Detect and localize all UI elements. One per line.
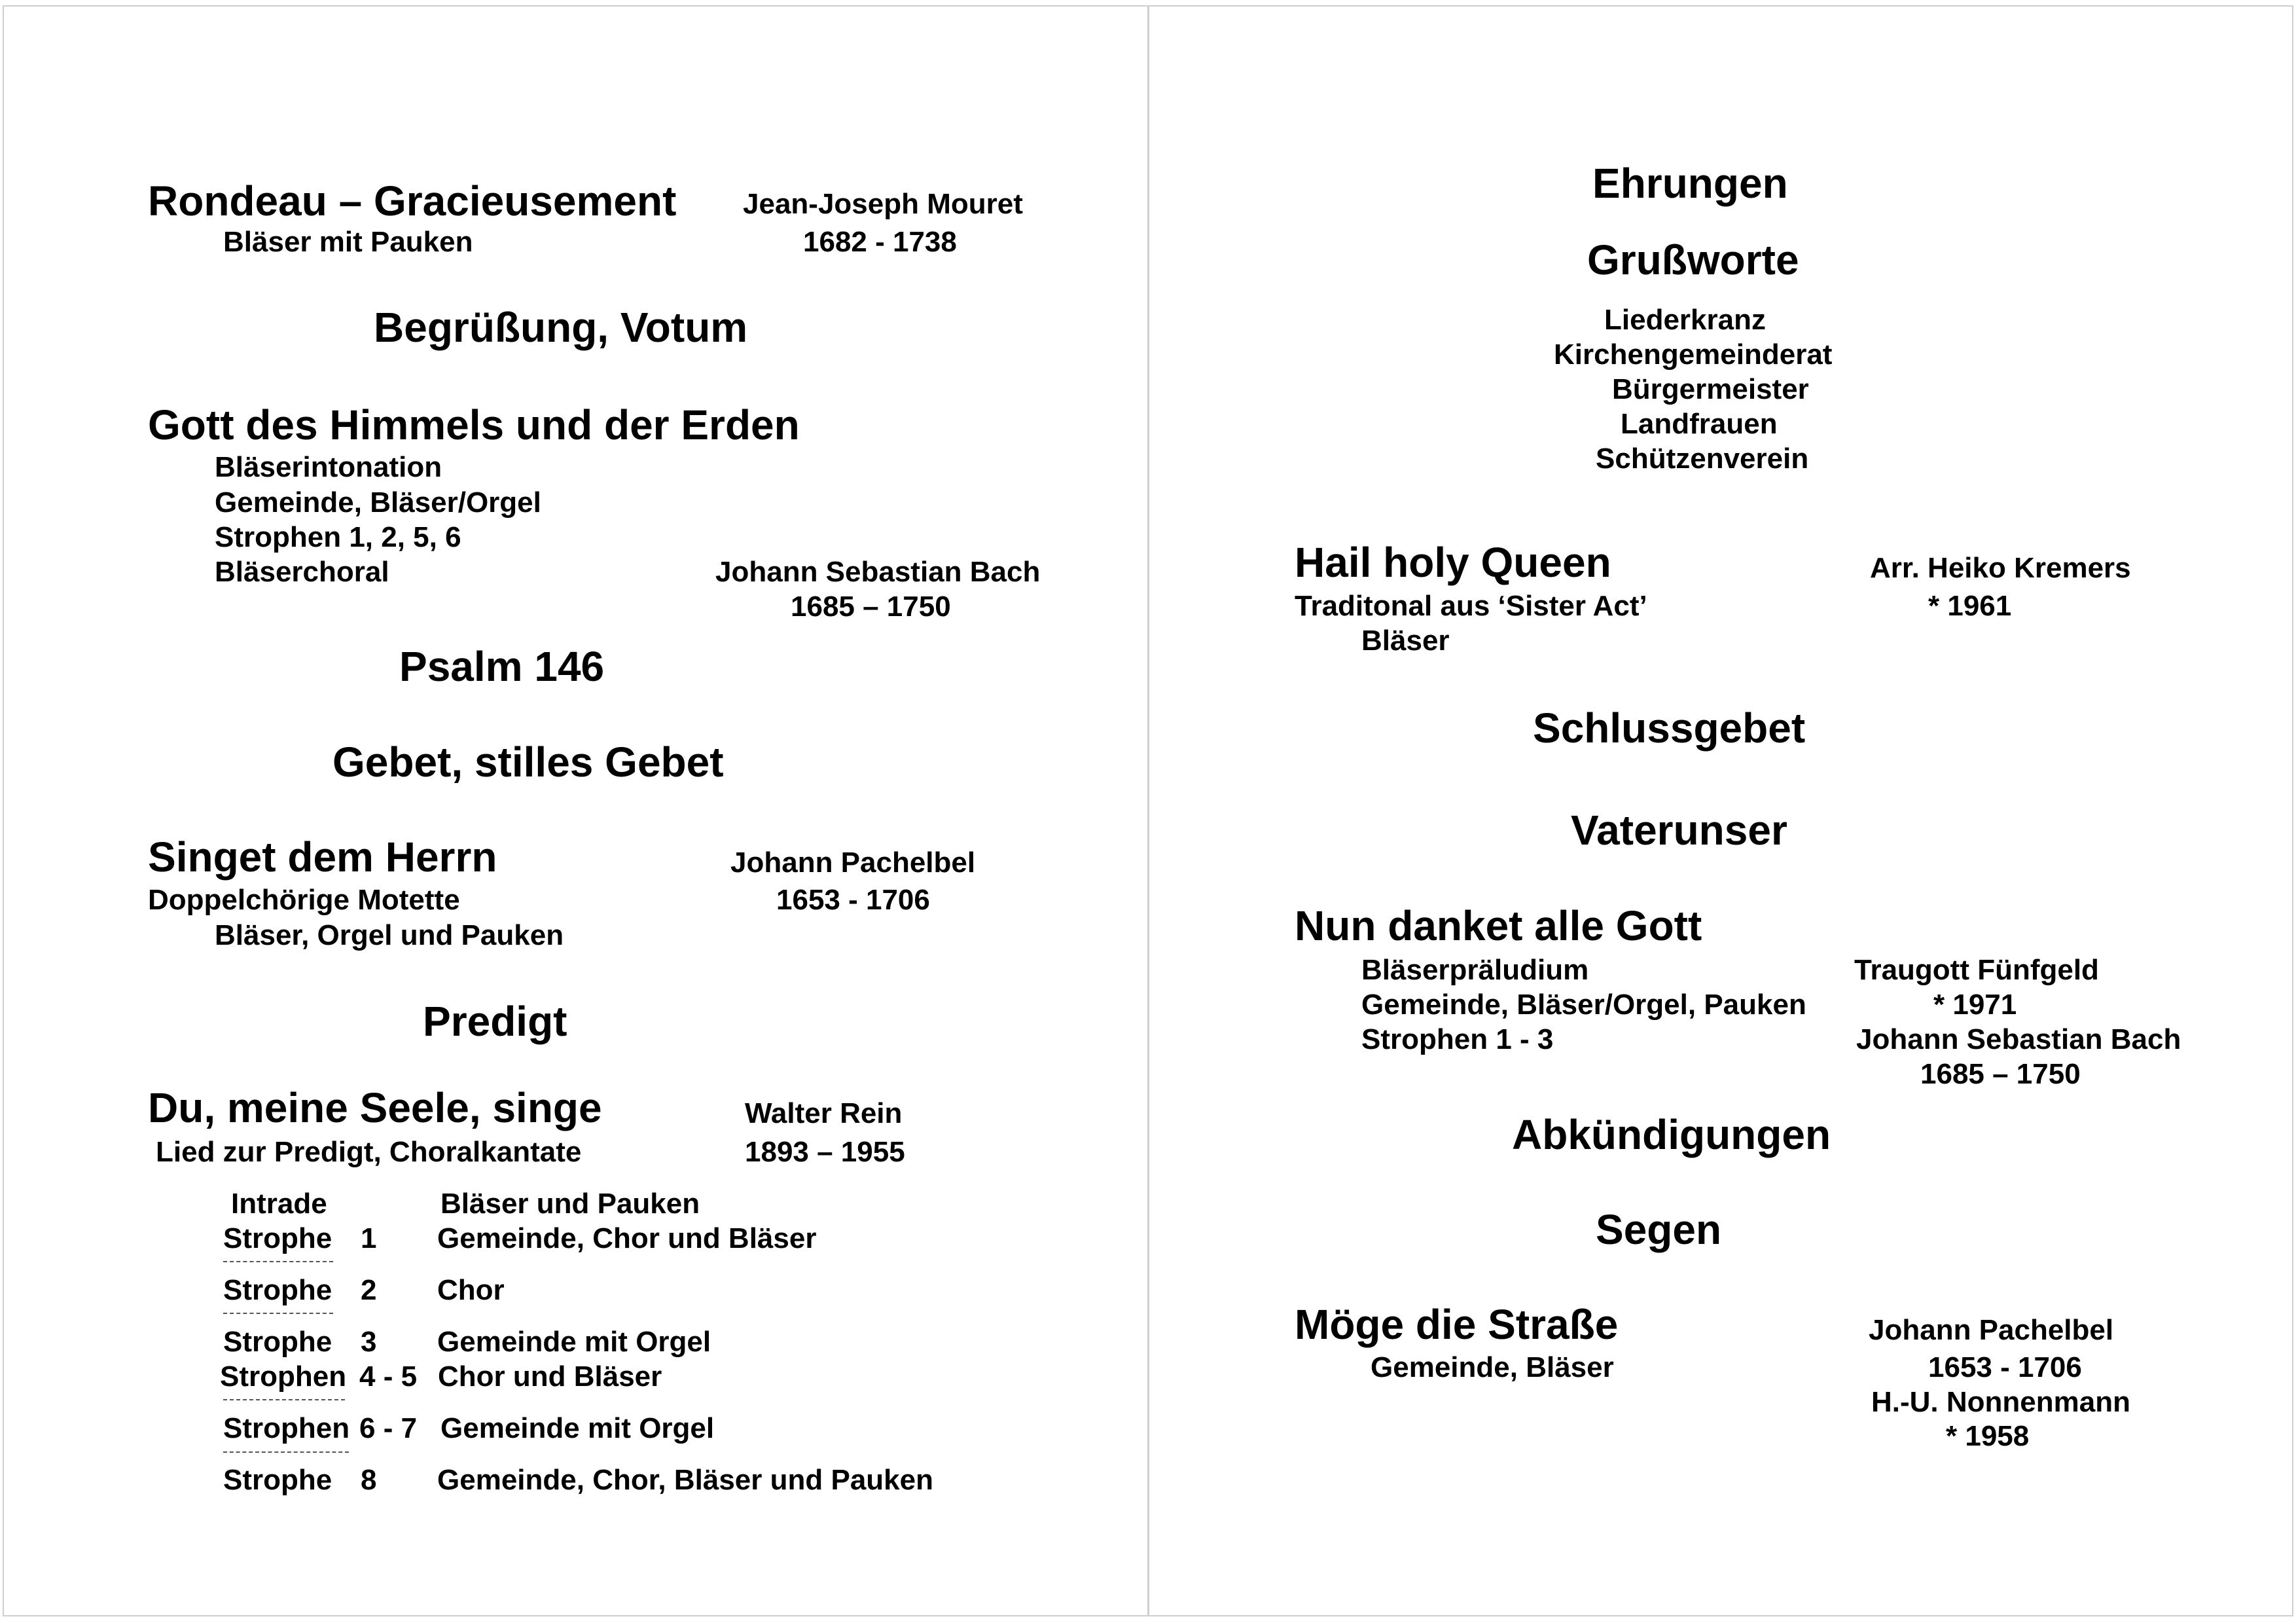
greeter-item: Landfrauen	[1621, 408, 1778, 440]
schlussgebet-heading: Schlussgebet	[1533, 704, 1806, 752]
begruessung-heading: Begrüßung, Votum	[374, 304, 748, 351]
ehrungen-heading: Ehrungen	[1592, 160, 1788, 207]
greeter-item: Bürgermeister	[1612, 373, 1809, 405]
singet-title: Singet dem Herrn	[148, 833, 497, 881]
strophe-number: 8	[361, 1464, 377, 1496]
strophe-performers: Gemeinde mit Orgel	[440, 1412, 715, 1444]
strophe-label: Strophen	[220, 1360, 347, 1393]
singet-performers: Bläser, Orgel und Pauken	[215, 919, 564, 951]
hail-performers: Bläser	[1361, 625, 1450, 657]
gott-des-himmels-title: Gott des Himmels und der Erden	[148, 401, 800, 448]
strophe-label: Intrade	[231, 1188, 327, 1220]
strophe-performers: Gemeinde, Chor und Bläser	[437, 1222, 817, 1254]
moege-dates: 1653 - 1706	[1928, 1351, 2082, 1383]
gott-composer: Johann Sebastian Bach	[715, 556, 1041, 588]
nun-danket-credit-4: 1685 – 1750	[1920, 1058, 2081, 1090]
divider	[223, 1261, 333, 1262]
nun-danket-line-1: Bläserpräludium	[1361, 954, 1589, 986]
strophe-label: Strophe	[223, 1326, 332, 1358]
singet-composer: Johann Pachelbel	[730, 847, 976, 879]
strophe-performers: Gemeinde mit Orgel	[437, 1326, 711, 1358]
moege-composer: Johann Pachelbel	[1869, 1314, 2114, 1346]
rondeau-performers: Bläser mit Pauken	[223, 226, 473, 258]
du-composer: Walter Rein	[745, 1097, 903, 1129]
nun-danket-credit-2: * 1971	[1933, 989, 2017, 1021]
strophe-label: Strophe	[223, 1464, 332, 1496]
gott-line-1: Bläserintonation	[215, 451, 442, 483]
predigt-heading: Predigt	[423, 998, 567, 1045]
strophe-number: 2	[361, 1274, 377, 1306]
nun-danket-credit-3: Johann Sebastian Bach	[1856, 1023, 2181, 1055]
greeter-item: Kirchengemeinderat	[1554, 338, 1833, 371]
du-subtitle: Lied zur Predigt, Choralkantate	[156, 1136, 582, 1168]
gott-line-4: Bläserchoral	[215, 556, 389, 588]
moege-arranger: H.-U. Nonnenmann	[1871, 1386, 2130, 1418]
hail-title: Hail holy Queen	[1295, 539, 1611, 586]
divider	[223, 1399, 345, 1400]
greeter-item: Schützenverein	[1596, 443, 1809, 475]
strophe-performers: Chor	[437, 1274, 505, 1306]
singet-dates: 1653 - 1706	[776, 884, 930, 916]
hail-dates: * 1961	[1928, 590, 2012, 622]
psalm-heading: Psalm 146	[399, 643, 605, 690]
strophe-number: 6 - 7	[359, 1412, 418, 1444]
strophe-number: 3	[361, 1326, 377, 1358]
gott-line-2: Gemeinde, Bläser/Orgel	[215, 486, 541, 519]
nun-danket-line-2: Gemeinde, Bläser/Orgel, Pauken	[1361, 989, 1806, 1021]
gott-dates: 1685 – 1750	[791, 591, 951, 623]
du-meine-seele-title: Du, meine Seele, singe	[148, 1084, 602, 1131]
divider	[223, 1313, 333, 1314]
rondeau-dates: 1682 - 1738	[803, 226, 957, 258]
nun-danket-credit-1: Traugott Fünfgeld	[1854, 954, 2099, 986]
moege-arranger-dates: * 1958	[1946, 1420, 2030, 1452]
rondeau-title: Rondeau – Gracieusement	[148, 177, 677, 225]
grussworte-heading: Grußworte	[1587, 236, 1799, 283]
gott-line-3: Strophen 1, 2, 5, 6	[215, 521, 461, 553]
strophe-performers: Bläser und Pauken	[440, 1188, 700, 1220]
hail-subtitle: Traditonal aus ‘Sister Act’	[1295, 590, 1647, 622]
abkuendigungen-heading: Abkündigungen	[1512, 1111, 1831, 1158]
du-dates: 1893 – 1955	[745, 1136, 905, 1168]
hail-arranger: Arr. Heiko Kremers	[1870, 552, 2131, 584]
strophe-performers: Gemeinde, Chor, Bläser und Pauken	[437, 1464, 933, 1496]
segen-heading: Segen	[1596, 1206, 1722, 1253]
vaterunser-heading: Vaterunser	[1571, 807, 1787, 854]
strophe-performers: Chor und Bläser	[438, 1360, 662, 1393]
singet-subtitle: Doppelchörige Motette	[148, 884, 460, 916]
strophe-label: Strophe	[223, 1222, 332, 1254]
strophe-number: 4 - 5	[359, 1360, 418, 1393]
strophe-label: Strophe	[223, 1274, 332, 1306]
moege-performers: Gemeinde, Bläser	[1371, 1351, 1614, 1383]
strophe-number: 1	[361, 1222, 377, 1254]
nun-danket-title: Nun danket alle Gott	[1295, 902, 1702, 949]
greeter-item: Liederkranz	[1604, 304, 1766, 336]
moege-title: Möge die Straße	[1295, 1301, 1619, 1348]
strophe-label: Strophen	[223, 1412, 350, 1444]
divider	[223, 1451, 349, 1453]
nun-danket-line-3: Strophen 1 - 3	[1361, 1023, 1554, 1055]
rondeau-composer: Jean-Joseph Mouret	[743, 188, 1023, 220]
gebet-heading: Gebet, stilles Gebet	[332, 739, 724, 786]
